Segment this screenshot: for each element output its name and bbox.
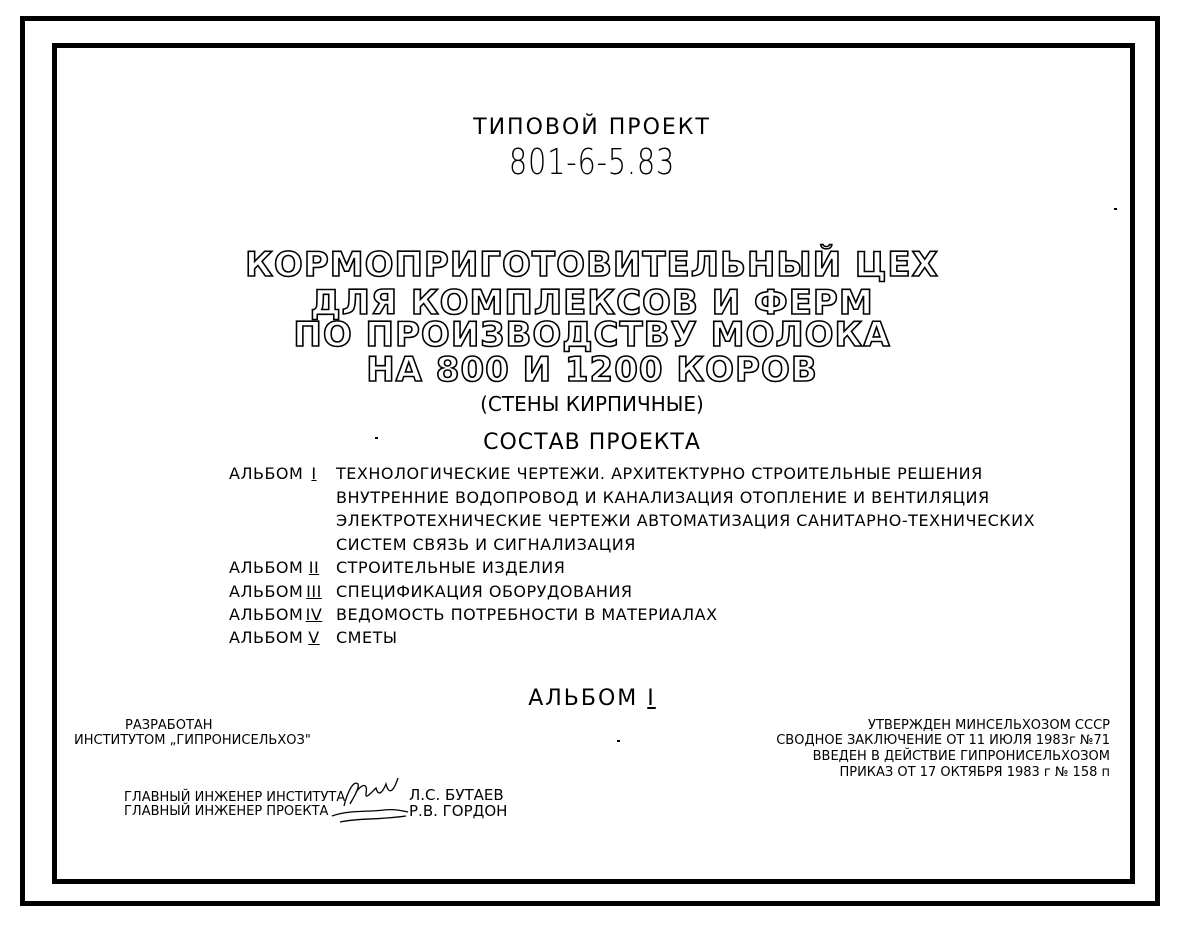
title-line-4: НА 800 И 1200 КОРОВ xyxy=(366,350,818,390)
album-label: АЛЬБОМ xyxy=(229,558,304,577)
album-1-line-1: ТЕХНОЛОГИЧЕСКИЕ ЧЕРТЕЖИ. АРХИТЕКТУРНО СТРОИТЕЛЬНЫЕ РЕШЕНИЯ xyxy=(336,464,983,483)
composition-heading: СОСТАВ ПРОЕКТА xyxy=(483,430,701,455)
handwritten-signature xyxy=(328,770,418,826)
scan-speck xyxy=(617,740,620,742)
album-5-line-1: СМЕТЫ xyxy=(336,628,398,647)
album-3-line-1: СПЕЦИФИКАЦИЯ ОБОРУДОВАНИЯ xyxy=(336,582,633,601)
chief-engineer-institute-label: ГЛАВНЫЙ ИНЖЕНЕР ИНСТИТУТА xyxy=(124,790,346,805)
title-subtitle: (СТЕНЫ КИРПИЧНЫЕ) xyxy=(480,392,704,416)
title-line-1: КОРМОПРИГОТОВИТЕЛЬНЫЙ ЦЕХ xyxy=(245,245,939,285)
developer-line-1: РАЗРАБОТАН xyxy=(125,718,213,733)
album-1-line-4: СИСТЕМ СВЯЗЬ И СИГНАЛИЗАЦИЯ xyxy=(336,535,636,554)
scan-speck xyxy=(375,437,378,439)
title-line-3: ПО ПРОИЗВОДСТВУ МОЛОКА xyxy=(293,315,891,355)
title-line-2: ДЛЯ КОМПЛЕКСОВ И ФЕРМ xyxy=(310,283,874,323)
current-album xyxy=(0,686,1184,711)
album-label: АЛЬБОМ xyxy=(229,464,304,483)
approval-line-1: УТВЕРЖДЕН МИНСЕЛЬХОЗОМ СССР xyxy=(868,718,1110,733)
album-1-line-2: ВНУТРЕННИЕ ВОДОПРОВОД И КАНАЛИЗАЦИЯ ОТОПЛЕНИЕ И ВЕНТИЛЯЦИЯ xyxy=(336,488,990,507)
approval-line-4: ПРИКАЗ ОТ 17 ОКТЯБРЯ 1983 г № 158 п xyxy=(839,765,1110,780)
album-label: АЛЬБОМ xyxy=(229,605,304,624)
album-label: АЛЬБОМ xyxy=(229,582,304,601)
signatory-name-1: Л.С. БУТАЕВ xyxy=(409,786,504,804)
current-album-word: АЛЬБОМ xyxy=(528,686,639,711)
scan-speck xyxy=(1114,208,1117,210)
developer-line-2: ИНСТИТУТОМ „ГИПРОНИСЕЛЬХОЗ" xyxy=(74,733,311,748)
current-album-number: I xyxy=(647,686,656,711)
album-label: АЛЬБОМ xyxy=(229,628,304,647)
album-1-line-3: ЭЛЕКТРОТЕХНИЧЕСКИЕ ЧЕРТЕЖИ АВТОМАТИЗАЦИЯ САНИТАРНО-ТЕХНИЧЕСКИХ xyxy=(336,511,1036,530)
project-number: 801-6-5.83 xyxy=(508,142,676,183)
album-number: II xyxy=(308,558,320,577)
album-number: IV xyxy=(305,605,323,624)
album-4-line-1: ВЕДОМОСТЬ ПОТРЕБНОСТИ В МАТЕРИАЛАХ xyxy=(336,605,718,624)
chief-engineer-project-label: ГЛАВНЫЙ ИНЖЕНЕР ПРОЕКТА xyxy=(124,804,329,819)
approval-line-3: ВВЕДЕН В ДЕЙСТВИЕ ГИПРОНИСЕЛЬХОЗОМ xyxy=(812,749,1110,764)
album-2-line-1: СТРОИТЕЛЬНЫЕ ИЗДЕЛИЯ xyxy=(336,558,566,577)
album-number: I xyxy=(311,464,317,483)
signatory-name-2: Р.В. ГОРДОН xyxy=(409,802,508,820)
album-number: V xyxy=(308,628,320,647)
approval-line-2: СВОДНОЕ ЗАКЛЮЧЕНИЕ ОТ 11 ИЮЛЯ 1983г №71 xyxy=(776,733,1110,748)
project-type-label: ТИПОВОЙ ПРОЕКТ xyxy=(473,115,711,140)
album-number: III xyxy=(306,582,322,601)
